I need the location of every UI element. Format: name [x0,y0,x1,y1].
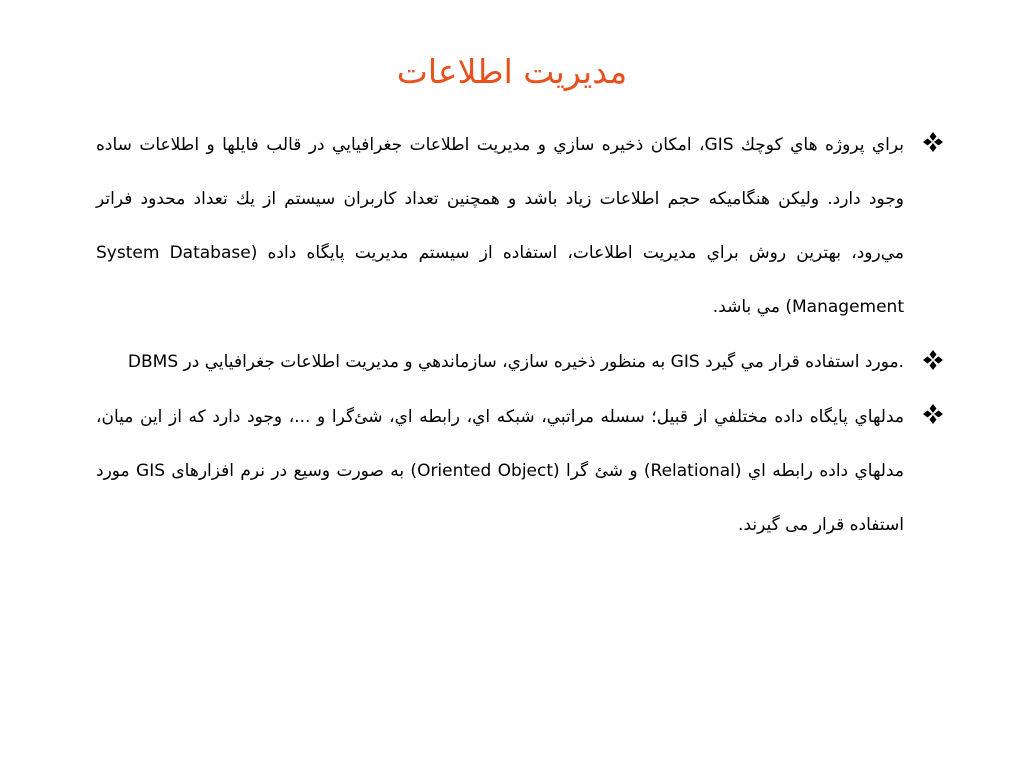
four-diamond-bullet-icon [922,349,944,371]
bullet-text: مدلهاي پايگاه داده مختلفي از قبيل؛ سسله مراتبي، شبكه اي، رابطه اي، شئ‌گرا و ...، وجود دارد كه از اين ميان، مدلهاي داده رابطه اي (Relational) و شئ گرا (Oriented Object) به صورت وسيع در نرم افزارهای GIS مورد استفاده قرار می گیرند. [96,407,904,535]
bullet-item [96,390,956,552]
bullet-list [96,118,956,554]
four-diamond-bullet-icon [922,131,944,153]
four-diamond-bullet-icon [922,403,944,425]
bullet-text: براي پروژه هاي كوچك GIS، امكان ذخيره سازي و مديريت اطلاعات جغرافيايي در قالب فايلها و اطلاعات ساده وجود دارد. وليكن هنگاميكه حجم اطلاعات زياد باشد و همچنين تعداد كاربران سيستم از يك تعداد محدود فراتر مي‌رود، بهترين روش براي مديريت اطلاعات، استفاده از سيستم مديريت پايگاه داده (System Database Management) مي باشد. [96,135,904,317]
slide-title: مديريت اطلاعات [396,52,628,91]
bullet-item [96,118,956,334]
bullet-text: DBMS به منظور ذخيره سازي، سازماندهي و مديريت اطلاعات جغرافيايي در GIS مورد استفاده قرار مي گيرد. [127,352,904,372]
bullet-item [96,336,956,388]
